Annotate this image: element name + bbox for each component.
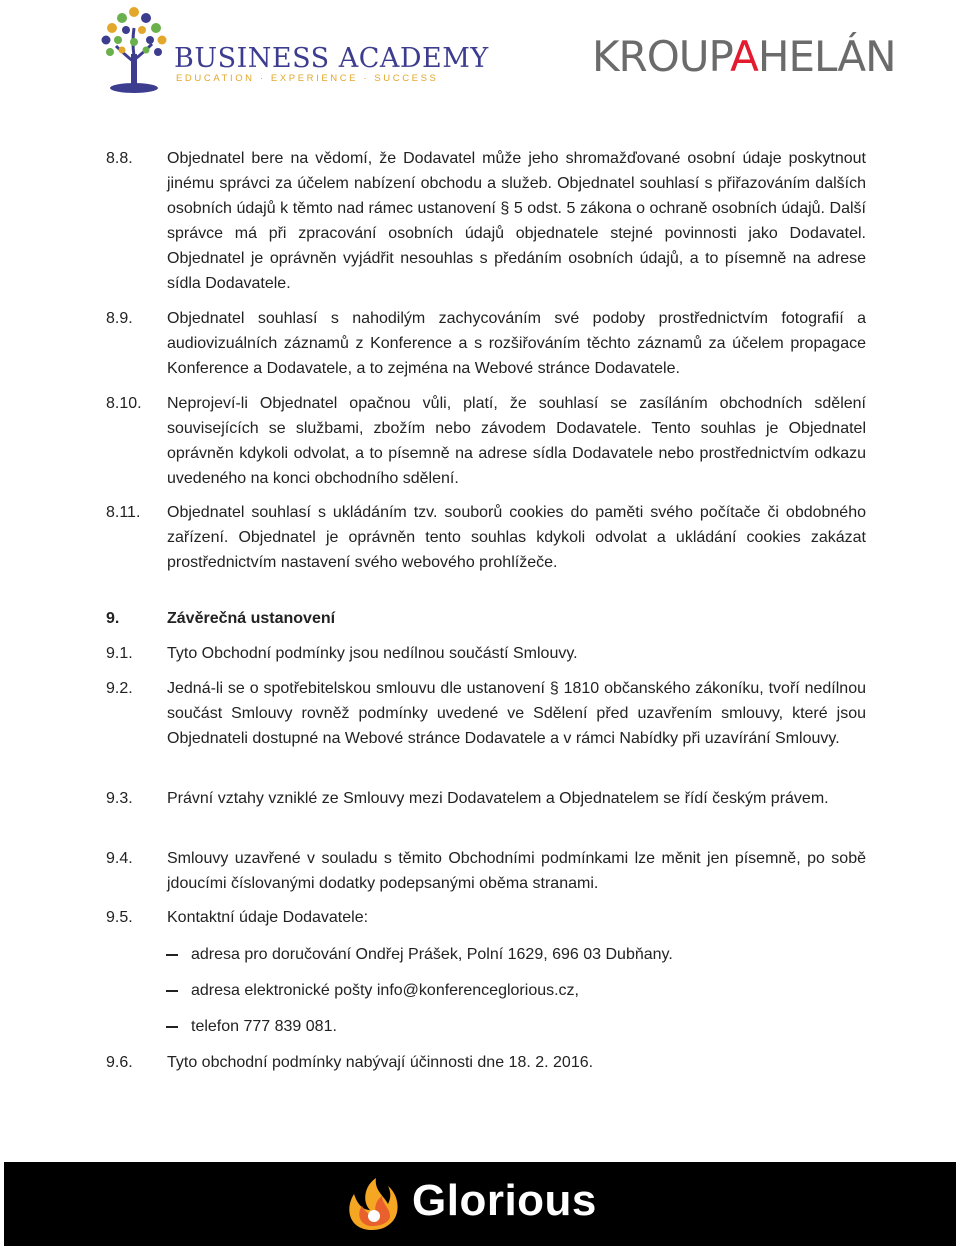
kroupahelan-logo: [592, 32, 896, 81]
clause-text: Objednatel bere na vědomí, že Dodavatel může jeho shromažďované osobní údaje poskytnout jinému správci za účelem nabízení obchodu a služeb. Objednatel souhlasí s přiřazováním dalších osobních údajů k těmto nad rámec ustanovení § 5 odst. 5 zákona o ochraně osobních údajů. Další správce má při zpracování osobních údajů objednatele stejné povinnosti jako Dodavatel. Objednatel je oprávněn vyjádřit nesouhlas s předáním osobních údajů, a to písemně na adrese sídla Dodavatele.: [167, 150, 866, 292]
clause-number: 9.2.: [106, 680, 133, 697]
clause-8-9: [106, 306, 866, 381]
clause-text: Tyto Obchodní podmínky jsou nedílnou součástí Smlouvy.: [167, 645, 578, 662]
clause-number: 8.9.: [106, 310, 133, 327]
glorious-logo-text: Glorious: [412, 1176, 597, 1225]
clause-number: 9.5.: [106, 909, 133, 926]
dash-bullet-icon: [166, 1026, 178, 1028]
business-academy-logo: [96, 2, 489, 102]
section-9-heading: [106, 606, 866, 631]
clause-8-10: [106, 391, 866, 491]
contact-text: adresa pro doručování Ondřej Prášek, Polní 1629, 696 03 Dubňany.: [191, 946, 673, 963]
clause-9-2: [106, 676, 866, 751]
clause-text: Právní vztahy vzniklé ze Smlouvy mezi Dodavatelem a Objednatelem se řídí českým právem.: [167, 790, 829, 807]
dash-bullet-icon: [166, 990, 178, 992]
clause-8-8: [106, 146, 866, 296]
clause-9-1: [106, 641, 866, 666]
clause-text: Objednatel souhlasí s ukládáním tzv. souborů cookies do paměti svého počítače či obdobného zařízení. Objednatel je oprávněn tento souhlas kdykoli odvolat a ukládání cookies zakázat prostřednictvím nastavení svého webového prohlížeče.: [167, 504, 866, 571]
section-number: 9.: [106, 610, 120, 627]
contact-item: [166, 1014, 866, 1039]
tree-icon: [96, 2, 172, 98]
clause-9-3: [106, 786, 866, 811]
clause-9-4: [106, 846, 866, 896]
clause-text: Jedná-li se o spotřebitelskou smlouvu dle ustanovení § 1810 občanského zákoníku, tvoří nedílnou součást Smlouvy rovněž podmínky uvedené ve Sdělení před uzavřením smlouvy, které jsou Objednateli dostupné na Webové stránce Dodavatele a v rámci Nabídky při uzavírání Smlouvy.: [167, 680, 866, 747]
clause-text: Tyto obchodní podmínky nabývají účinnosti dne 18. 2. 2016.: [167, 1054, 594, 1071]
contact-item: [166, 942, 866, 967]
clause-number: 8.10.: [106, 395, 142, 412]
clause-number: 9.1.: [106, 645, 133, 662]
contact-text: telefon 777 839 081.: [191, 1018, 337, 1035]
clause-text: Neprojeví-li Objednatel opačnou vůli, platí, že souhlasí se zasíláním obchodních sdělení souvisejících se službami, zbožím nebo závodem Dodavatele. Tento souhlas je Objednatel oprávněn kdykoli odvolat, a to písemně na adrese sídla Dodavatele nebo prostřednictvím odkazu uvedeného na konci obchodního sdělení.: [167, 395, 866, 487]
contact-text: adresa elektronické pošty info@konferenceglorious.cz,: [191, 982, 579, 999]
business-academy-name: BUSINESS ACADEMY: [174, 43, 489, 74]
page-header: [0, 0, 960, 110]
business-academy-tagline: EDUCATION · EXPERIENCE · SUCCESS: [176, 73, 439, 84]
clause-text: Objednatel souhlasí s nahodilým zachycováním své podoby prostřednictvím fotografií a audiovizuálních záznamů z Konference a s rozšiřováním těchto záznamů za účelem propagace Konference a Dodavatele, a to zejména na Webové stránce Dodavatele.: [167, 310, 866, 377]
glorious-logo: [340, 1172, 640, 1236]
clause-number: 8.11.: [106, 504, 141, 521]
page-footer: [4, 1162, 956, 1246]
section-title: Závěrečná ustanovení: [167, 610, 336, 627]
kroupahelan-logo-part1: KROUP: [592, 32, 731, 81]
clause-number: 9.3.: [106, 790, 133, 807]
contact-item: [166, 978, 866, 1003]
dash-bullet-icon: [166, 954, 178, 956]
kroupahelan-logo-part2: HELÁN: [757, 32, 896, 81]
clause-text: Smlouvy uzavřené v souladu s těmito Obchodními podmínkami lze měnit jen písemně, po sobě jdoucími číslovanými dodatky podepsanými oběma stranami.: [167, 850, 866, 892]
clause-number: 9.4.: [106, 850, 133, 867]
clause-9-6: [106, 1050, 866, 1075]
clause-9-5: [106, 905, 866, 930]
glorious-flame-icon: [340, 1174, 404, 1234]
clause-number: 8.8.: [106, 150, 133, 167]
clause-text: Kontaktní údaje Dodavatele:: [167, 909, 369, 926]
clause-number: 9.6.: [106, 1054, 133, 1071]
kroupahelan-logo-accent: A: [730, 32, 758, 81]
clause-8-11: [106, 500, 866, 575]
